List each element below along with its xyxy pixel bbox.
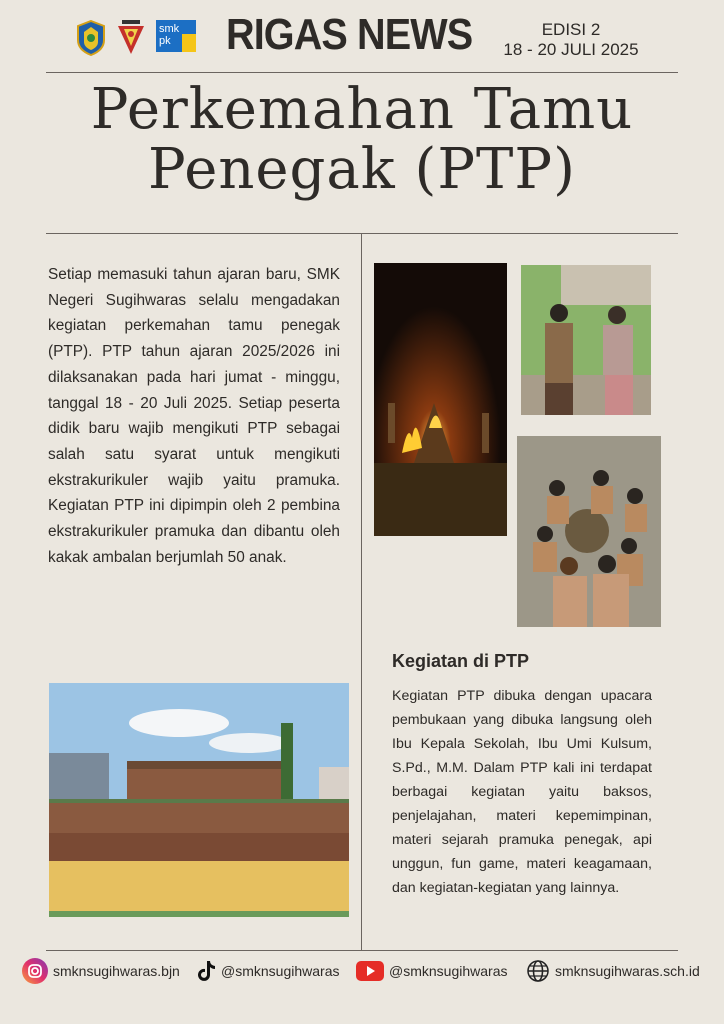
title-rule — [46, 233, 678, 234]
school-crest-icon — [116, 20, 146, 56]
photo-scouts-circle — [517, 436, 661, 627]
article-body: Setiap memasuki tahun ajaran baru, SMK Negeri Sugihwaras selalu mengadakan kegiatan perkemahan tamu penegak (PTP). PTP tahun ajaran 2025/2026 ini dilaksanakan pada hari jumat - minggu, tanggal 18 - 20 Juli 2025. Setiap peserta didik baru wajib mengikuti PTP sebagai salah satu syarat untuk mengikuti ekstrakurikuler wajib yaitu pramuka. Kegiatan PTP ini dipimpin oleh 2 pembina ekstrakurikuler pramuka dan dibantu oleh kakak ambalan berjumlah 50 anak. — [48, 266, 340, 566]
title-line-2: Penegak (PTP) — [148, 137, 576, 202]
title-line-1: Perkemahan Tamu — [90, 77, 634, 142]
page-title — [30, 77, 694, 202]
activities-heading: Kegiatan di PTP — [392, 651, 530, 671]
youtube-handle[interactable]: @smknsugihwaras — [389, 963, 508, 979]
tiktok-icon — [198, 960, 216, 982]
edition-number: EDISI 2 — [541, 20, 601, 39]
social-website[interactable] — [526, 956, 700, 986]
instagram-handle[interactable]: smknsugihwaras.bjn — [53, 963, 180, 979]
youtube-icon — [356, 961, 384, 981]
provincial-crest-icon — [76, 20, 106, 56]
header-logos — [76, 20, 196, 56]
footer — [22, 956, 712, 986]
column-divider — [361, 234, 362, 950]
instagram-icon — [22, 958, 48, 984]
tiktok-handle[interactable]: @smknsugihwaras — [221, 963, 340, 979]
social-tiktok[interactable] — [198, 956, 339, 986]
globe-icon — [526, 959, 550, 983]
footer-rule — [46, 950, 678, 951]
website-url[interactable]: smknsugihwaras.sch.id — [555, 963, 700, 979]
activities-body: Kegiatan PTP dibuka dengan upacara pembukaan yang dibuka langsung oleh Ibu Kepala Sekolah, Ibu Umi Kulsum, S.Pd., M.M. Dalam PTP kali ini terdapat berbagai kegiatan yaitu baksos, penjelajahan, materi kepemimpinan, materi sejarah pramuka penegak, api unggun, fun game, materi keagamaan, dan kegiatan-kegiatan yang lainnya. — [392, 688, 652, 896]
edition-info — [486, 20, 656, 60]
smk-pk-text: smk pk — [159, 23, 180, 47]
photo-group — [49, 683, 349, 917]
social-instagram[interactable] — [22, 956, 180, 986]
header-rule — [46, 72, 678, 73]
social-youtube[interactable] — [356, 956, 507, 986]
photo-campfire — [374, 263, 507, 536]
masthead: RIGAS NEWS — [226, 10, 473, 59]
photo-scouts-standing — [521, 265, 651, 415]
edition-date: 18 - 20 JULI 2025 — [503, 40, 639, 59]
